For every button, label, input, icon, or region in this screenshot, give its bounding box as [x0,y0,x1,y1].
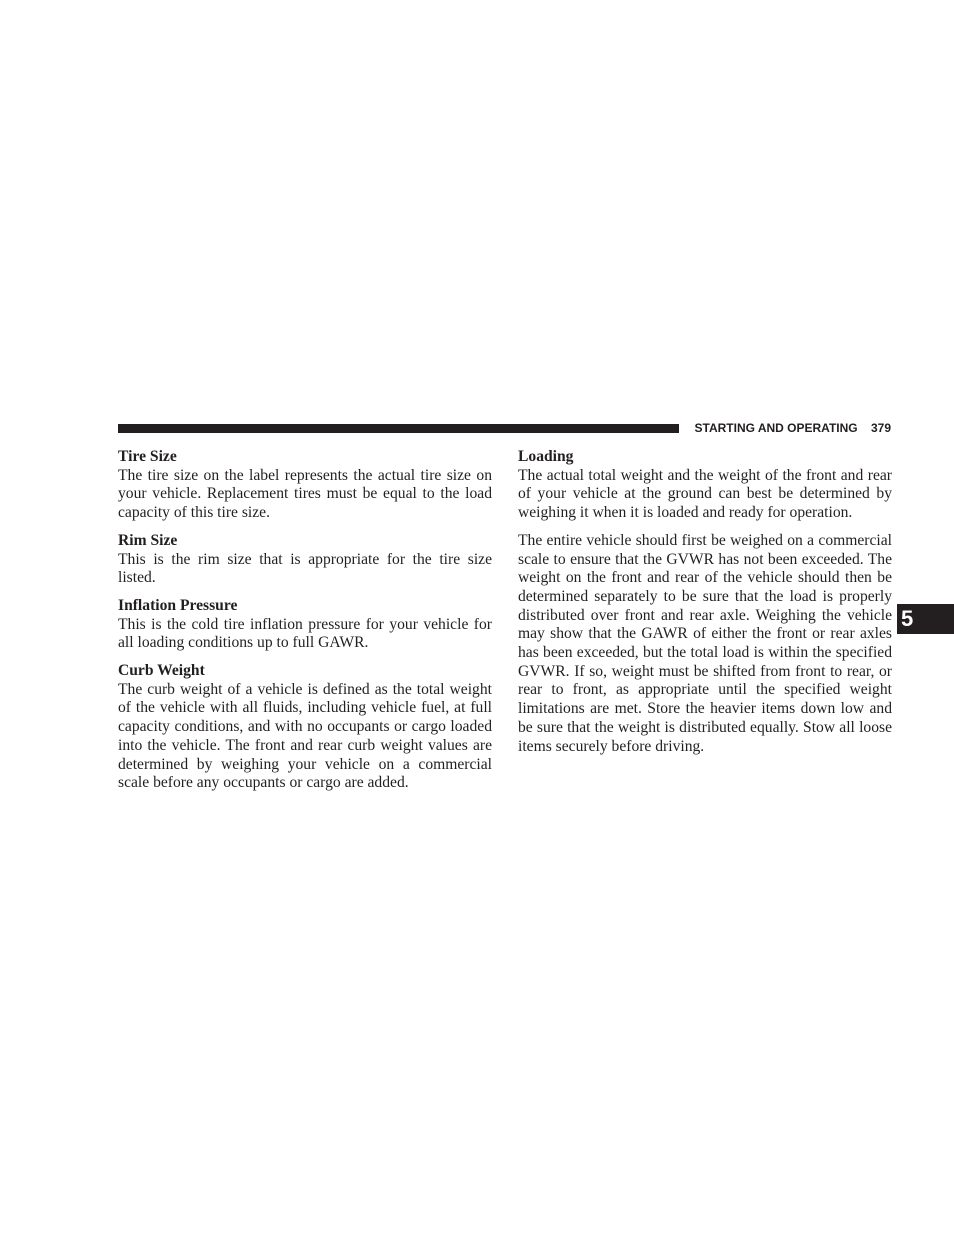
section-heading: Inflation Pressure [118,596,238,614]
page-number: 379 [870,421,891,435]
section-loading [518,448,892,756]
chapter-tab: 5 [897,604,954,634]
header-rule [118,424,679,433]
section-heading: Tire Size [118,448,177,465]
section-body: The actual total weight and the weight of the front and rear of your vehicle at the ground can best be determined by weighing it when it is loaded and ready for operation. [518,466,892,522]
section-heading: Curb Weight [118,662,205,680]
right-column [518,448,892,765]
running-head [695,420,891,436]
section-heading: Rim Size [118,531,178,549]
section-inflation-pressure [118,597,492,653]
section-body: The tire size on the label represents the actual tire size on your vehicle. Replacement tires must be equal to the load capacity of this tire size. [118,466,492,522]
section-title: STARTING AND OPERATING [694,421,858,435]
section-body: The entire vehicle should first be weighed on a commercial scale to ensure that the GVWR has not been exceeded. The weight on the front and rear of the vehicle should then be determined separately to be sure that the load is properly distributed over front and rear axle. Weighing the vehicle may show that the GAWR of either the front or rear axles has been exceeded, but the total load is within the specified GVWR. If so, weight must be shifted from front to rear, or rear to front, as appropriate until the specified weight limitations are met. Store the heavier items down low and be sure that the weight is distributed equally. Stow all loose items securely before driving. [518,531,892,755]
left-column [118,448,492,802]
section-tire-size [118,448,492,523]
section-body: This is the cold tire inflation pressure for your vehicle for all loading conditions up to full GAWR. [118,615,492,652]
section-heading: Loading [518,448,574,465]
section-curb-weight [118,662,492,793]
section-rim-size [118,532,492,588]
section-body: The curb weight of a vehicle is defined as the total weight of the vehicle with all fluids, including vehicle fuel, at full capacity conditions, and with no occupants or cargo loaded into the vehicle. The front and rear curb weight values are determined by weighing your vehicle on a commercial scale before any occupants or cargo are added. [118,680,492,792]
section-body: This is the rim size that is appropriate for the tire size listed. [118,550,492,587]
